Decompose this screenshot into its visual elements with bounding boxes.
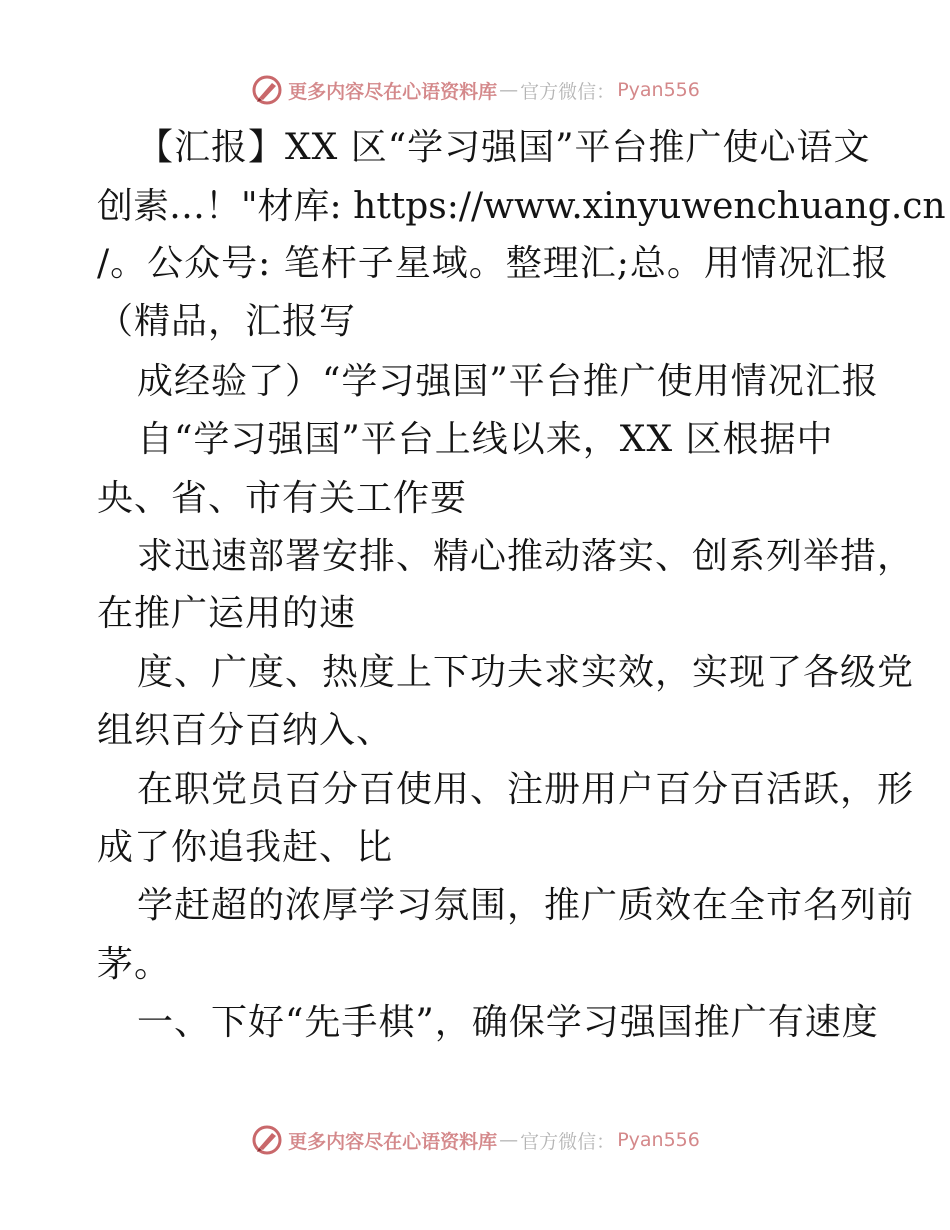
text-line: 求迅速部署安排、精心推动落实、创系列举措， [137, 536, 915, 577]
banner-separator: — [499, 79, 519, 101]
text-line: 组织百分百纳入、 [97, 710, 394, 751]
text-line: 创素…！"材库: https://www.xinyuwenchuang.cn [97, 186, 946, 227]
text-line: 央、省、市有关工作要 [97, 478, 468, 519]
banner-wechat-label: 官方微信： [520, 1130, 616, 1153]
text-line: 成了你追我赶、比 [97, 827, 394, 868]
footer-banner [0, 1120, 950, 1160]
text-line: （精品，汇报写 [97, 301, 357, 342]
text-line: 学赶超的浓厚学习氛围，推广质效在全市名列前 [137, 885, 915, 926]
text-line: 度、广度、热度上下功夫求实效，实现了各级党 [137, 652, 915, 693]
text-line: 【汇报】XX 区“学习强国”平台推广使心语文 [137, 127, 871, 168]
text-line: 成经验了）“学习强国”平台推广使用情况汇报 [137, 361, 879, 402]
text-line: 一、下好“先手棋”，确保学习强国推广有速度 [137, 1002, 879, 1043]
text-line: 茅。 [97, 944, 172, 985]
text-line: 自“学习强国”平台上线以来，XX 区根据中 [137, 419, 834, 460]
banner-wechat-id: Pyan556 [617, 79, 700, 101]
banner-text: 更多内容尽在心语资料库 [288, 1130, 498, 1153]
banner-wechat-id: Pyan556 [617, 1129, 700, 1151]
text-line: 在推广运用的速 [97, 593, 357, 634]
banner-separator: — [499, 1129, 519, 1151]
pen-logo-icon [250, 1123, 284, 1157]
banner-text: 更多内容尽在心语资料库 [288, 80, 498, 103]
banner-wechat-label: 官方微信： [520, 80, 616, 103]
text-line: 在职党员百分百使用、注册用户百分百活跃，形 [137, 769, 915, 810]
text-line: /。公众号: 笔杆子星域。整理汇;总。用情况汇报 [97, 243, 889, 284]
